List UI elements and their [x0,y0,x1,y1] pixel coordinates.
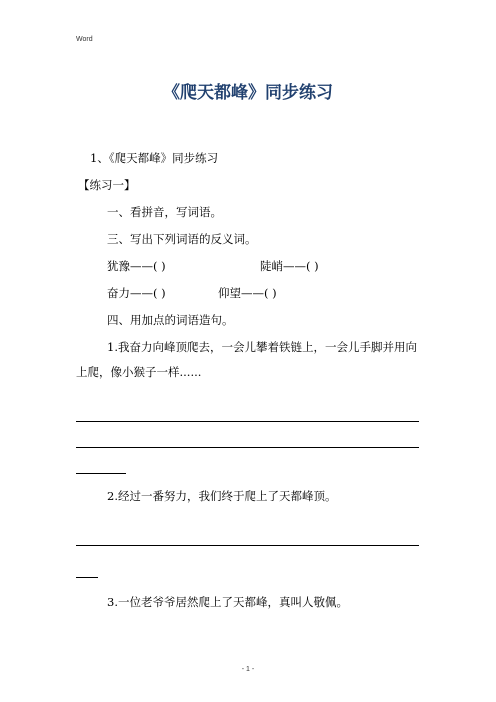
sentence-1-line-2: 上爬，像小猴子一样...... [76,365,202,379]
section-heading: 1、《爬天都峰》同步练习 [90,151,219,165]
question-1: 一、看拼音，写词语。 [107,205,222,219]
sentence-2: 2.经过一番努力，我们终于爬上了天都峰顶。 [107,489,337,503]
header-label: Word [76,36,93,43]
exercise-label: 【练习一】 [78,178,136,192]
answer-line [76,577,98,578]
antonym-fenli: 奋力——( ) [107,286,166,300]
answer-line [76,545,419,546]
answer-line [76,447,419,448]
answer-line [76,473,126,474]
question-4: 四、用加点的词语造句。 [107,313,234,327]
page-title: 《爬天都峰》同步练习 [163,83,333,103]
antonym-douqiao: 陡峭——( ) [260,259,319,273]
antonym-youyu: 犹豫——( ) [107,259,166,273]
question-3: 三、写出下列词语的反义词。 [107,232,257,246]
antonym-yangwang: 仰望——( ) [218,286,277,300]
sentence-3: 3.一位老爷爷居然爬上了天都峰，真叫人敬佩。 [107,595,348,609]
sentence-1-line-1: 1.我奋力向峰顶爬去，一会儿攀着铁链上，一会儿手脚并用向 [107,340,417,354]
page-number: - 1 - [241,666,255,673]
answer-line [76,421,419,422]
